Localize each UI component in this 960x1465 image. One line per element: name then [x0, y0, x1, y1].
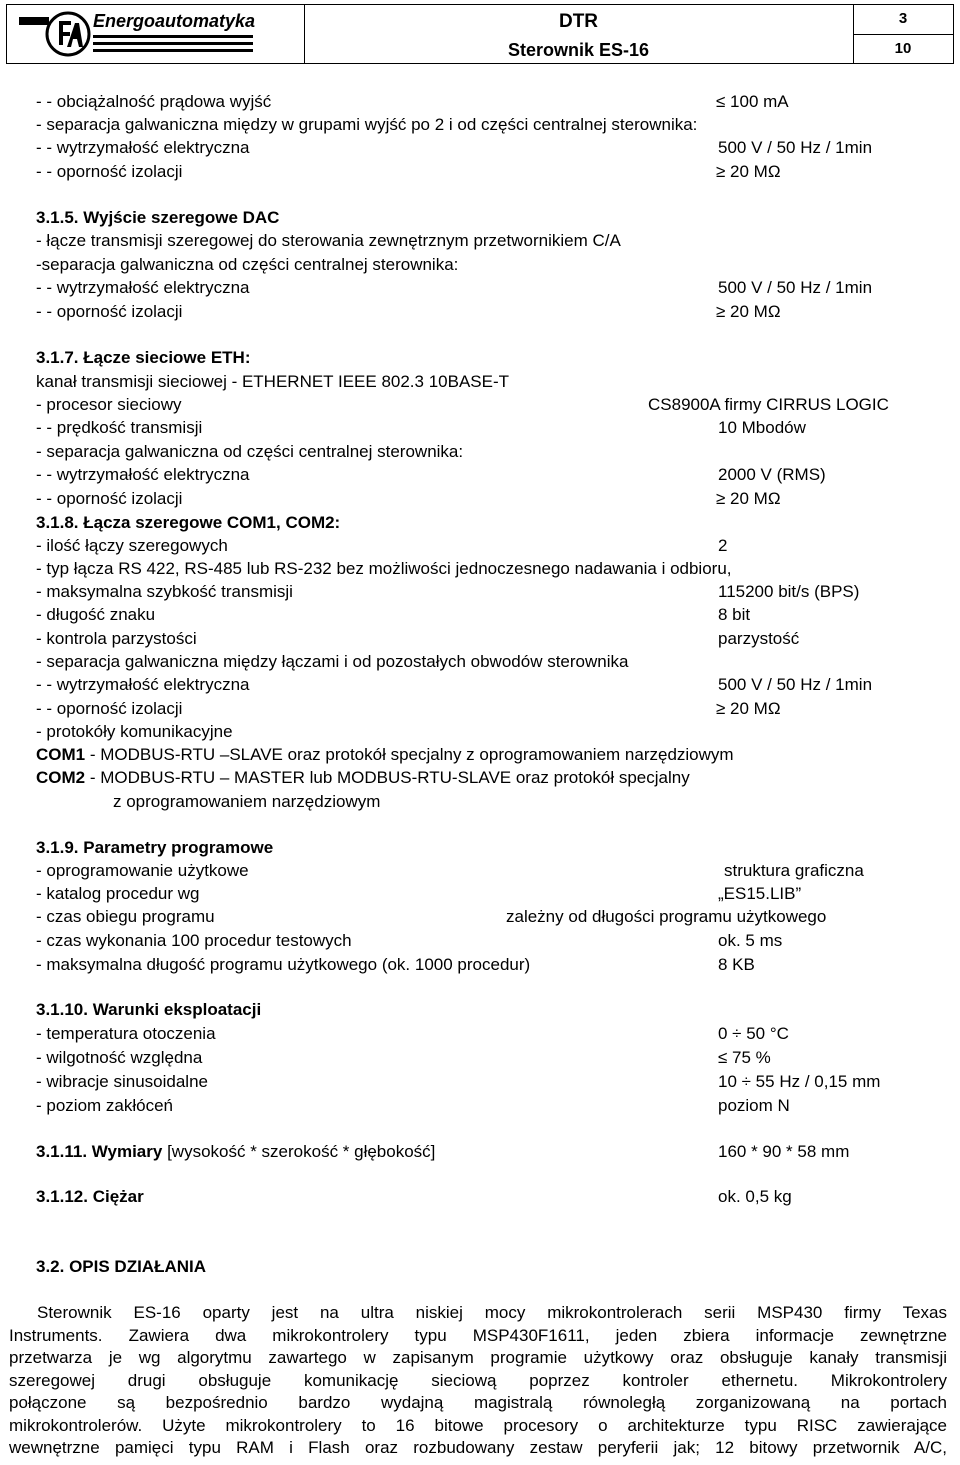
spec-label: - kontrola parzystości — [36, 629, 197, 648]
spec-value: 8 bit — [718, 605, 751, 624]
paragraph-line: Instruments. Zawiera dwa mikrokontrolery typu MSP430F1611, jeden zbiera informacje zewnętrzne — [9, 1325, 947, 1345]
spec-value: poziom N — [718, 1096, 790, 1115]
spec-label: - - wytrzymałość elektryczna — [36, 675, 250, 694]
spec-label: - separacja galwaniczna między łączami i od pozostałych obwodów sterownika — [36, 652, 629, 671]
header-logo-cell — [7, 5, 305, 63]
dimensions-description: [wysokość * szerokość * głębokość] — [162, 1142, 436, 1161]
spec-value: ≥ 20 MΩ — [716, 699, 781, 718]
com2-text: - MODBUS-RTU – MASTER lub MODBUS-RTU-SLAVE oraz protokół specjalny — [85, 768, 690, 787]
description-paragraph — [9, 1302, 947, 1460]
spec-label: - - oporność izolacji — [36, 699, 183, 718]
spec-value: „ES15.LIB” — [718, 884, 802, 903]
document-subtitle: Sterownik ES-16 — [507, 40, 650, 60]
paragraph-line: szeregowej drugi obsługuje komunikację sieciową poprzez kontroler ethernetu. Mikrokontrolery — [9, 1370, 947, 1390]
spec-label: - typ łącza RS 422, RS-485 lub RS-232 bez możliwości jednoczesnego nadawania i odbioru, — [36, 559, 732, 578]
spec-label: - - prędkość transmisji — [36, 418, 203, 437]
com2-line — [36, 768, 690, 788]
section-heading: 3.1.9. Parametry programowe — [36, 838, 274, 857]
spec-label: - poziom zakłóceń — [36, 1096, 174, 1115]
spec-value: ≥ 20 MΩ — [716, 162, 781, 181]
spec-label: - wibracje sinusoidalne — [36, 1072, 208, 1091]
spec-value: 115200 bit/s (BPS) — [718, 582, 860, 601]
section-heading: 3.1.11. Wymiary — [36, 1142, 163, 1161]
spec-value: ≥ 20 MΩ — [716, 489, 781, 508]
spec-value: 8 KB — [718, 955, 755, 974]
logo-stripes — [93, 35, 253, 56]
spec-value: 10 ÷ 55 Hz / 0,15 mm — [718, 1072, 881, 1091]
spec-value: ≥ 20 MΩ — [716, 302, 781, 321]
spec-label: - temperatura otoczenia — [36, 1024, 216, 1043]
paragraph-line: połączone są bezpośrednio bardzo wydajną magistralą równoległą zorganizowaną na portach — [9, 1393, 947, 1412]
page-header — [6, 4, 954, 64]
spec-value: ≤ 100 mA — [716, 92, 789, 111]
section-heading: 3.1.10. Warunki eksploatacji — [36, 1000, 262, 1019]
spec-value: parzystość — [718, 629, 800, 648]
spec-label: - separacja galwaniczna między w grupami wyjść po 2 i od części centralnej sterownika: — [36, 115, 698, 134]
paragraph-line: Sterownik ES-16 oparty jest na ultra niskiej mocy mikrokontrolerach serii MSP430 firmy Texas — [37, 1303, 947, 1322]
spec-value: 10 Mbodów — [718, 418, 806, 437]
spec-label: - czas wykonania 100 procedur testowych — [36, 931, 352, 950]
spec-label: - - obciążalność prądowa wyjść — [36, 92, 272, 111]
spec-label: - łącze transmisji szeregowej do sterowania zewnętrznym przetwornikiem C/A — [36, 231, 621, 250]
header-title-cell — [304, 5, 854, 63]
spec-value: 0 ÷ 50 °C — [718, 1024, 789, 1043]
spec-value: ok. 0,5 kg — [718, 1187, 792, 1206]
section-heading: 3.1.8. Łącza szeregowe COM1, COM2: — [36, 513, 341, 532]
page-number: 3 — [898, 10, 908, 27]
spec-label: - - oporność izolacji — [36, 162, 183, 181]
spec-value: 500 V / 50 Hz / 1min — [718, 675, 873, 694]
spec-label: kanał transmisji sieciowej - ETHERNET IEEE 802.3 10BASE-T — [36, 372, 510, 391]
section-heading: 3.1.5. Wyjście szeregowe DAC — [36, 208, 280, 227]
com2-label: COM2 — [36, 768, 86, 787]
com1-label: COM1 — [36, 745, 86, 764]
spec-value: 2000 V (RMS) — [718, 465, 826, 484]
company-name: Energoautomatyka — [93, 11, 256, 31]
spec-label: - separacja galwaniczna od części centralnej sterownika: — [36, 442, 464, 461]
spec-label: - - wytrzymałość elektryczna — [36, 278, 250, 297]
spec-value: struktura graficzna — [724, 861, 864, 880]
document-title: DTR — [558, 11, 599, 32]
spec-label: - procesor sieciowy — [36, 395, 182, 414]
page-divider — [853, 34, 953, 35]
section-heading: 3.1.12. Ciężar — [36, 1187, 144, 1206]
spec-value: CS8900A firmy CIRRUS LOGIC — [648, 395, 889, 414]
spec-label: - czas obiegu programu — [36, 907, 215, 926]
spec-label: - - wytrzymałość elektryczna — [36, 138, 250, 157]
section-heading: 3.2. OPIS DZIAŁANIA — [36, 1257, 207, 1276]
spec-value: 160 * 90 * 58 mm — [718, 1142, 850, 1161]
page-total: 10 — [894, 40, 912, 57]
spec-label: -separacja galwaniczna od części centralnej sterownika: — [36, 255, 459, 274]
company-logo-icon — [45, 9, 91, 59]
spec-value: 500 V / 50 Hz / 1min — [718, 138, 873, 157]
spec-value: zależny od długości programu użytkowego — [506, 907, 827, 926]
spec-label: - ilość łączy szeregowych — [36, 536, 228, 555]
section-heading: 3.1.7. Łącze sieciowe ETH: — [36, 348, 251, 367]
spec-label: - wilgotność względna — [36, 1048, 203, 1067]
spec-label: - długość znaku — [36, 605, 156, 624]
spec-value: ok. 5 ms — [718, 931, 783, 950]
spec-label: - - oporność izolacji — [36, 302, 183, 321]
paragraph-line: przetwarza je wg algorytmu zawartego w zapisanym programie użytkowy oraz obsługuje kanały transmisji — [9, 1348, 947, 1367]
paragraph-line: wewnętrzne pamięci typu RAM i Flash oraz rozbudowany zestaw peryferii jak; 12 bitowy przetwornik A/C, — [9, 1438, 947, 1457]
dimensions-line — [36, 1142, 435, 1162]
spec-label: - maksymalna szybkość transmisji — [36, 582, 293, 601]
spec-label: - maksymalna długość programu użytkowego (ok. 1000 procedur) — [36, 955, 531, 974]
spec-value: 500 V / 50 Hz / 1min — [718, 278, 873, 297]
com2-continuation: z oprogramowaniem narzędziowym — [113, 792, 381, 811]
spec-label: - protokóły komunikacyjne — [36, 722, 233, 741]
spec-label: - - wytrzymałość elektryczna — [36, 465, 250, 484]
spec-value: 2 — [718, 536, 728, 555]
spec-label: - oprogramowanie użytkowe — [36, 861, 249, 880]
spec-value: ≤ 75 % — [718, 1048, 771, 1067]
com1-line — [36, 745, 734, 765]
header-page-cell — [853, 5, 953, 63]
com1-text: - MODBUS-RTU –SLAVE oraz protokół specjalny z oprogramowaniem narzędziowym — [85, 745, 734, 764]
paragraph-line: mikrokontrolerów. Użyte mikrokontrolery to 16 bitowe procesory o architekturze typu RISC zawierające — [9, 1415, 947, 1435]
spec-label: - - oporność izolacji — [36, 489, 183, 508]
spec-label: - katalog procedur wg — [36, 884, 200, 903]
